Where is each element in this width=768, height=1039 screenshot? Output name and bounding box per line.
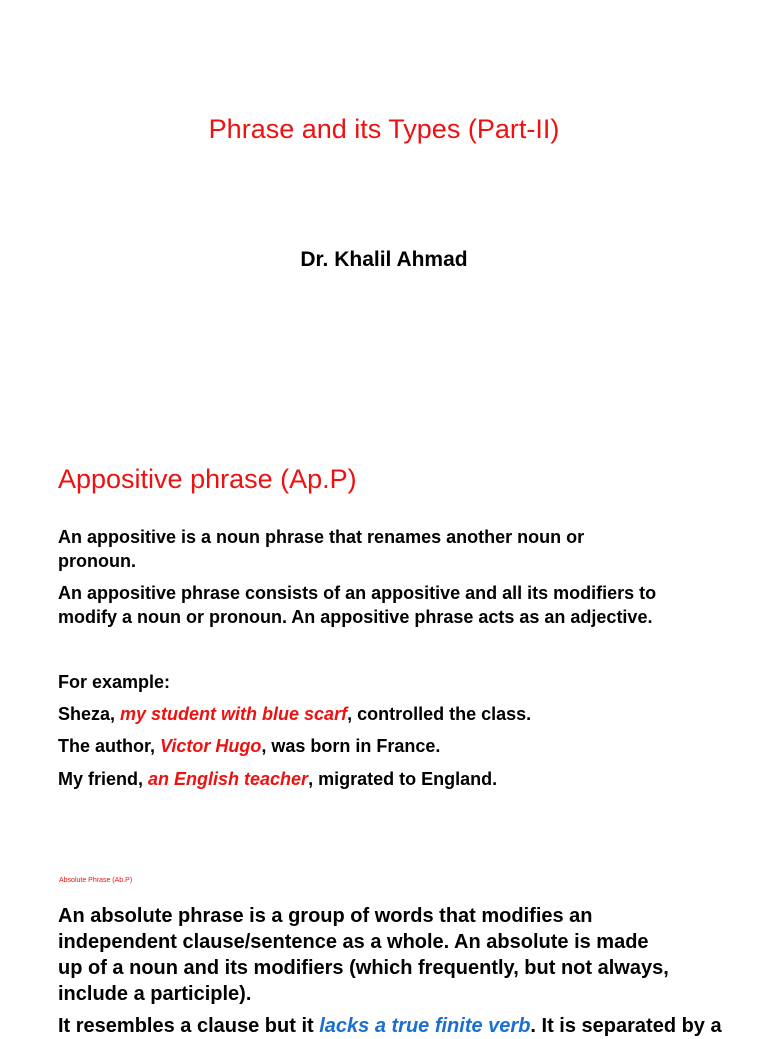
absolute-definition-line [58,1013,722,1039]
example-sentence-1 [58,702,531,726]
appositive-highlight: Victor Hugo [160,736,262,756]
appositive-phrase-definition-line: modify a noun or pronoun. An appositive phrase acts as an adjective. [58,607,653,627]
appositive-heading: Appositive phrase (Ap.P) [58,464,357,494]
example-label: For example: [58,672,171,692]
example-text: , was born in France. [261,736,441,756]
appositive-highlight: my student with blue scarf [120,704,348,724]
appositive-highlight: an English teacher [148,769,309,789]
example-text: The author, [58,736,161,756]
example-text: , controlled the class. [347,704,532,724]
author-name: Dr. Khalil Ahmad [300,248,468,271]
example-text: My friend, [58,769,149,789]
absolute-text: It resembles a clause but it [58,1015,320,1037]
example-text: Sheza, [58,704,121,724]
absolute-definition-line: include a participle). [58,983,252,1005]
absolute-text: . It is separated by a [530,1015,722,1037]
example-sentence-3 [58,767,497,791]
absolute-definition-line: independent clause/sentence as a whole. An absolute is made [58,931,649,953]
appositive-phrase-definition-line: An appositive phrase consists of an appositive and all its modifiers to [58,583,657,603]
example-sentence-2 [58,734,440,758]
absolute-definition-line: An absolute phrase is a group of words that modifies an [58,905,593,927]
absolute-heading: Absolute Phrase (Ab.P) [59,877,133,884]
absolute-definition-line: up of a noun and its modifiers (which frequently, but not always, [58,957,669,979]
appositive-definition-line: pronoun. [58,551,136,571]
example-text: , migrated to England. [308,769,498,789]
appositive-definition-line: An appositive is a noun phrase that renames another noun or [58,527,585,547]
finite-verb-link[interactable]: lacks a true finite verb [319,1015,531,1037]
page-title: Phrase and its Types (Part-II) [208,114,560,144]
